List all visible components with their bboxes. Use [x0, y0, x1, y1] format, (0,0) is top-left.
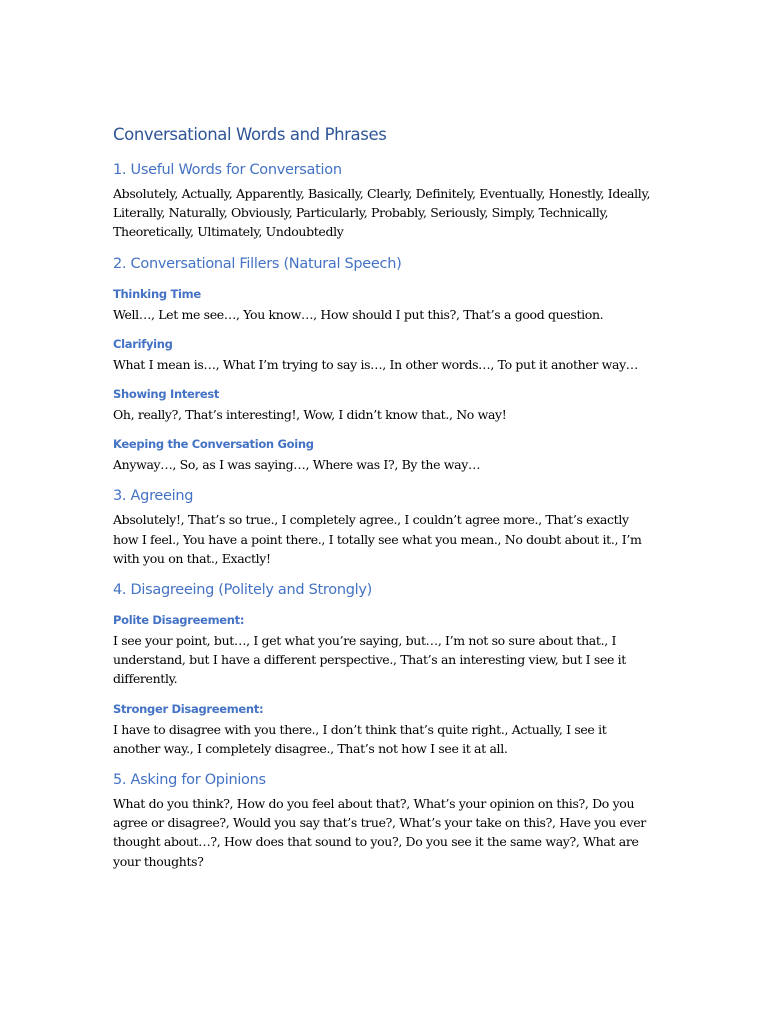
- subsection-showing-interest: [113, 386, 656, 424]
- section-heading: 5. Asking for Opinions: [113, 772, 266, 789]
- section-agreeing: [113, 486, 656, 568]
- subsection-keeping-going: [113, 436, 656, 474]
- section-useful-words: [113, 160, 656, 242]
- subsection-text: Oh, really?, That’s interesting!, Wow, I didn’t know that., No way!: [113, 407, 507, 423]
- subsection-heading: Keeping the Conversation Going: [113, 437, 314, 452]
- section-fillers: [113, 254, 656, 475]
- subsection-thinking-time: [113, 286, 656, 324]
- subsection-clarifying: [113, 336, 656, 374]
- section-heading: 1. Useful Words for Conversation: [113, 162, 342, 178]
- subsection-polite-disagreement: [113, 612, 656, 689]
- section-heading: 2. Conversational Fillers (Natural Speech): [113, 255, 402, 272]
- section-heading: 4. Disagreeing (Politely and Strongly): [113, 582, 372, 599]
- subsection-text: Well…, Let me see…, You know…, How should I put this?, That’s a good question.: [113, 306, 604, 322]
- section-text: Absolutely, Actually, Apparently, Basically, Clearly, Definitely, Eventually, Honestly, Ideally, Literally, Naturally, Obviously, Particularly, Probably, Seriously, Simply, Technically, Theoretically, Ultimately, Undoubtedly: [113, 186, 651, 240]
- subsection-heading: Polite Disagreement:: [113, 613, 245, 628]
- subsection-heading: Thinking Time: [113, 286, 201, 301]
- section-heading: 3. Agreeing: [113, 488, 194, 505]
- section-text: What do you think?, How do you feel about that?, What’s your opinion on this?, Do you agree or disagree?, Would you say that’s true?, What’s your take on this?, Have you ever thought about…?, How does that sound to you?, Do you see it the same way?, What are your thoughts?: [113, 796, 646, 869]
- section-text: Absolutely!, That’s so true., I completely agree., I couldn’t agree more., That’s exactly how I feel., You have a point there., I totally see what you mean., No doubt about it., I’m with you on that., Exactly!: [113, 512, 642, 566]
- subsection-heading: Stronger Disagreement:: [113, 701, 264, 716]
- subsection-text: I have to disagree with you there., I don’t think that’s quite right., Actually, I see it another way., I completely disagree., That’s not how I see it at all.: [113, 721, 607, 756]
- section-asking-opinions: [113, 770, 656, 871]
- subsection-heading: Clarifying: [113, 336, 173, 351]
- section-disagreeing: [113, 580, 656, 758]
- subsection-stronger-disagreement: [113, 701, 656, 758]
- document-title: Conversational Words and Phrases: [113, 125, 387, 144]
- subsection-text: I see your point, but…, I get what you’re saying, but…, I’m not so sure about that., I understand, but I have a different perspective., That’s an interesting view, but I see it differently.: [113, 633, 626, 687]
- subsection-text: Anyway…, So, as I was saying…, Where was I?, By the way…: [113, 457, 481, 473]
- subsection-heading: Showing Interest: [113, 387, 220, 402]
- subsection-text: What I mean is…, What I’m trying to say is…, In other words…, To put it another way…: [113, 356, 638, 372]
